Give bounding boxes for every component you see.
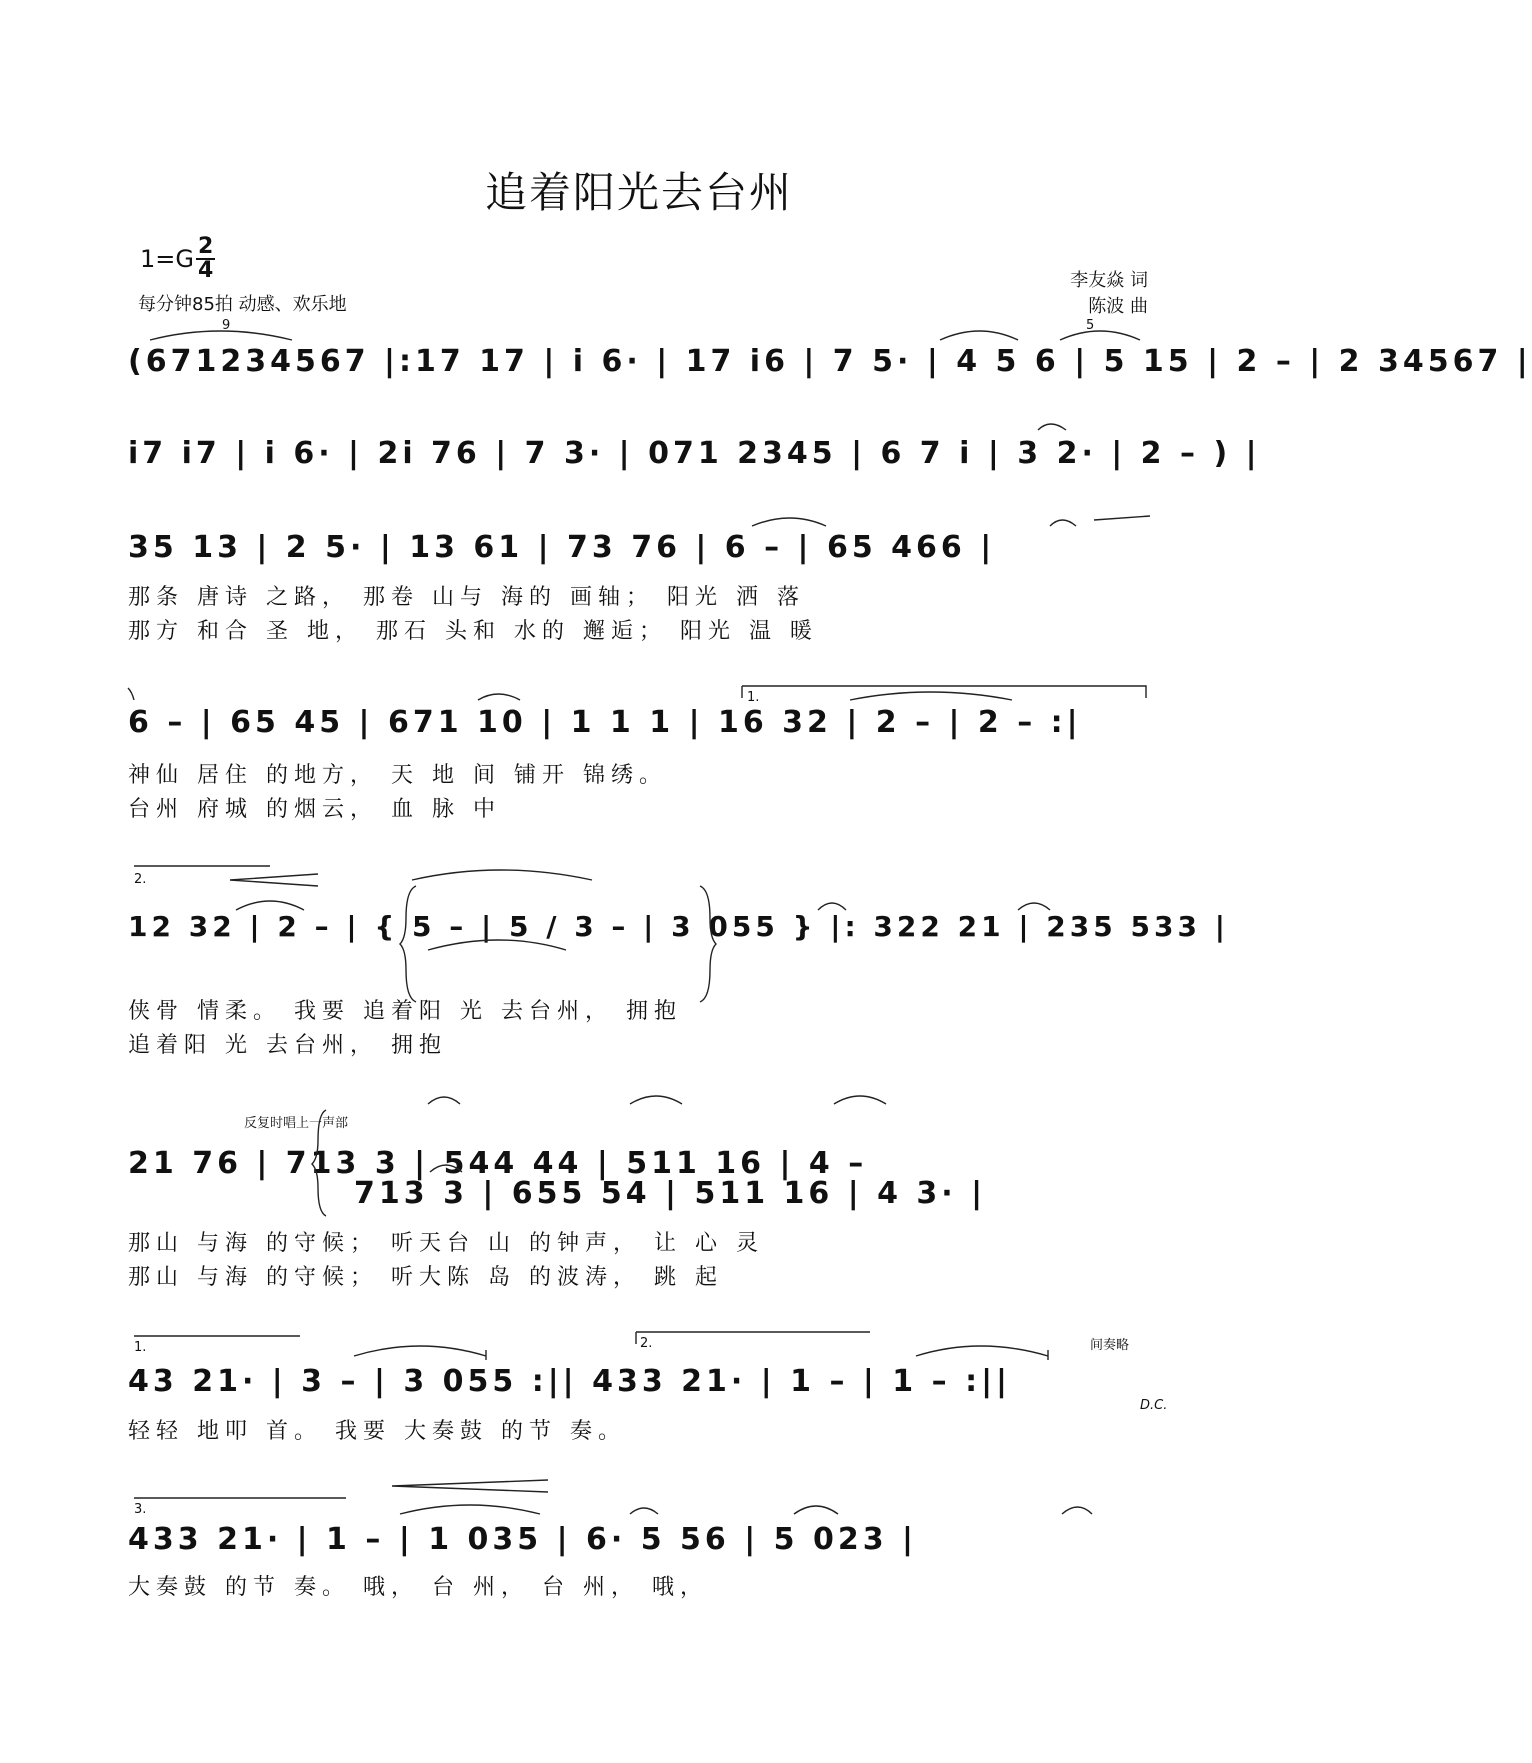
score-line-5: [128, 910, 1229, 950]
slur: [630, 1096, 682, 1104]
tuplet-number: 5: [1086, 318, 1095, 333]
slur: [400, 1505, 540, 1514]
score-title: 追着阳光去台州: [484, 168, 793, 217]
volta-2-label: 2.: [134, 872, 147, 887]
slur: [412, 870, 592, 880]
volta-3-label: 3.: [134, 1502, 147, 1517]
slur: [1060, 331, 1140, 340]
tie: [128, 688, 134, 700]
slur: [354, 1346, 486, 1360]
score-line-6: [128, 1108, 1158, 1181]
dc-marking: D.C.: [1140, 1398, 1168, 1413]
key-signature: [140, 236, 215, 282]
slur: [940, 331, 1018, 340]
lyric-line: 那山 与海 的守候； 听天台 山 的钟声， 让 心 灵: [128, 1231, 764, 1256]
slur: [1062, 1507, 1092, 1514]
lyric-line: 那方 和合 圣 地， 那石 头和 水的 邂逅； 阳光 温 暖: [128, 619, 818, 644]
score-line-1: [128, 344, 1532, 384]
lyric-line: 那条 唐诗 之路， 那卷 山与 海的 画轴； 阳光 洒 落: [128, 585, 805, 610]
score-line-4: [128, 705, 1158, 745]
lyric-line: 轻轻 地叩 首。 我要 大奏鼓 的节 奏。: [128, 1419, 626, 1444]
volta-2-label: 2.: [640, 1336, 653, 1351]
slur: [818, 903, 846, 910]
lyric-line: 大奏鼓 的节 奏。 哦， 台 州， 台 州， 哦，: [128, 1575, 708, 1600]
slur: [916, 1346, 1048, 1360]
tuplet-number: 9: [222, 318, 231, 333]
volta-bracket: [742, 686, 1146, 698]
notation-line: 35 13 | 2 5· | 13 61 | 73 76 | 6 – | 65 466 |: [128, 530, 996, 565]
notation-line: 433 21· | 1 – | 1 035 | 6· 5 56 | 5 023 |: [128, 1522, 917, 1557]
slur: [834, 1096, 886, 1104]
lyric-line: 那山 与海 的守候； 听大陈 岛 的波涛， 跳 起: [128, 1265, 723, 1290]
volta-1-label: 1.: [134, 1340, 147, 1355]
time-signature: [196, 236, 215, 282]
slur: [478, 694, 520, 700]
tempo-marking: 每分钟85拍 动感、欢乐地: [138, 294, 347, 315]
slur: [1038, 424, 1066, 430]
slur: [752, 518, 826, 526]
key-label: 1=G: [140, 245, 194, 273]
notation-line: i7 i7 | i 6· | 2i 76 | 7 3· | 071 2345 | 6 7 i | 3 2· | 2 – ) |: [128, 436, 1261, 471]
repeat-note: 反复时唱上一声部: [244, 1116, 349, 1131]
score-line-2: [128, 436, 1261, 476]
lyric-line: 台州 府城 的烟云， 血 脉 中: [128, 797, 501, 822]
notation-line: 43 21· | 3 – | 3 055 :|| 433 21· | 1 – | 1 – :||: [128, 1364, 1011, 1399]
hairpin: [230, 874, 318, 886]
tie: [1094, 516, 1150, 520]
notation-line: (671234567 |:17 17 | i 6· | 17 i6 | 7 5· | 4 5 6 | 5 15 | 2 – | 2 34567 |: [128, 344, 1532, 379]
notation-line: 21 76 | 713 3 | 544 44 | 511 16 | 4 –: [128, 1146, 868, 1181]
volta-1-label: 1.: [747, 690, 760, 705]
notation-line: 6 – | 65 45 | 671 10 | 1 1 1 | 16 32 | 2 – | 2 – :|: [128, 705, 1082, 740]
lyric-line: 神仙 居住 的地方， 天 地 间 铺开 锦绣。: [128, 763, 667, 788]
slur: [630, 1508, 658, 1514]
score-line-3: [128, 530, 1158, 570]
notation-line: 713 3 | 655 54 | 511 16 | 4 3· |: [354, 1176, 987, 1211]
lyric-line: 侠骨 情柔。 我要 追着阳 光 去台州， 拥抱: [128, 999, 682, 1024]
slur: [428, 1097, 460, 1104]
slur: [150, 331, 292, 340]
time-numerator: 2: [197, 234, 214, 259]
notation-line: 12 32 | 2 – | { 5 – | 5 / 3 – | 3 055 } |: 322 21 | 235 533 |: [128, 910, 1229, 943]
score-line-7: [354, 1176, 1154, 1216]
slur: [236, 901, 304, 910]
time-denominator: 4: [197, 258, 214, 283]
score-line-8: [128, 1364, 1158, 1404]
composer-credit: 陈波 曲: [1088, 296, 1148, 317]
lyric-line: 追着阳 光 去台州， 拥抱: [128, 1033, 447, 1058]
interlude-note: 间奏略: [1090, 1338, 1130, 1353]
slur: [1050, 520, 1076, 526]
lyricist-credit: 李友焱 词: [1070, 270, 1148, 291]
volta-bracket: [636, 1332, 870, 1344]
slur: [850, 692, 1012, 700]
hairpin: [392, 1480, 548, 1492]
slur: [794, 1506, 838, 1514]
slur: [1018, 903, 1050, 910]
score-line-9: [128, 1522, 1158, 1562]
